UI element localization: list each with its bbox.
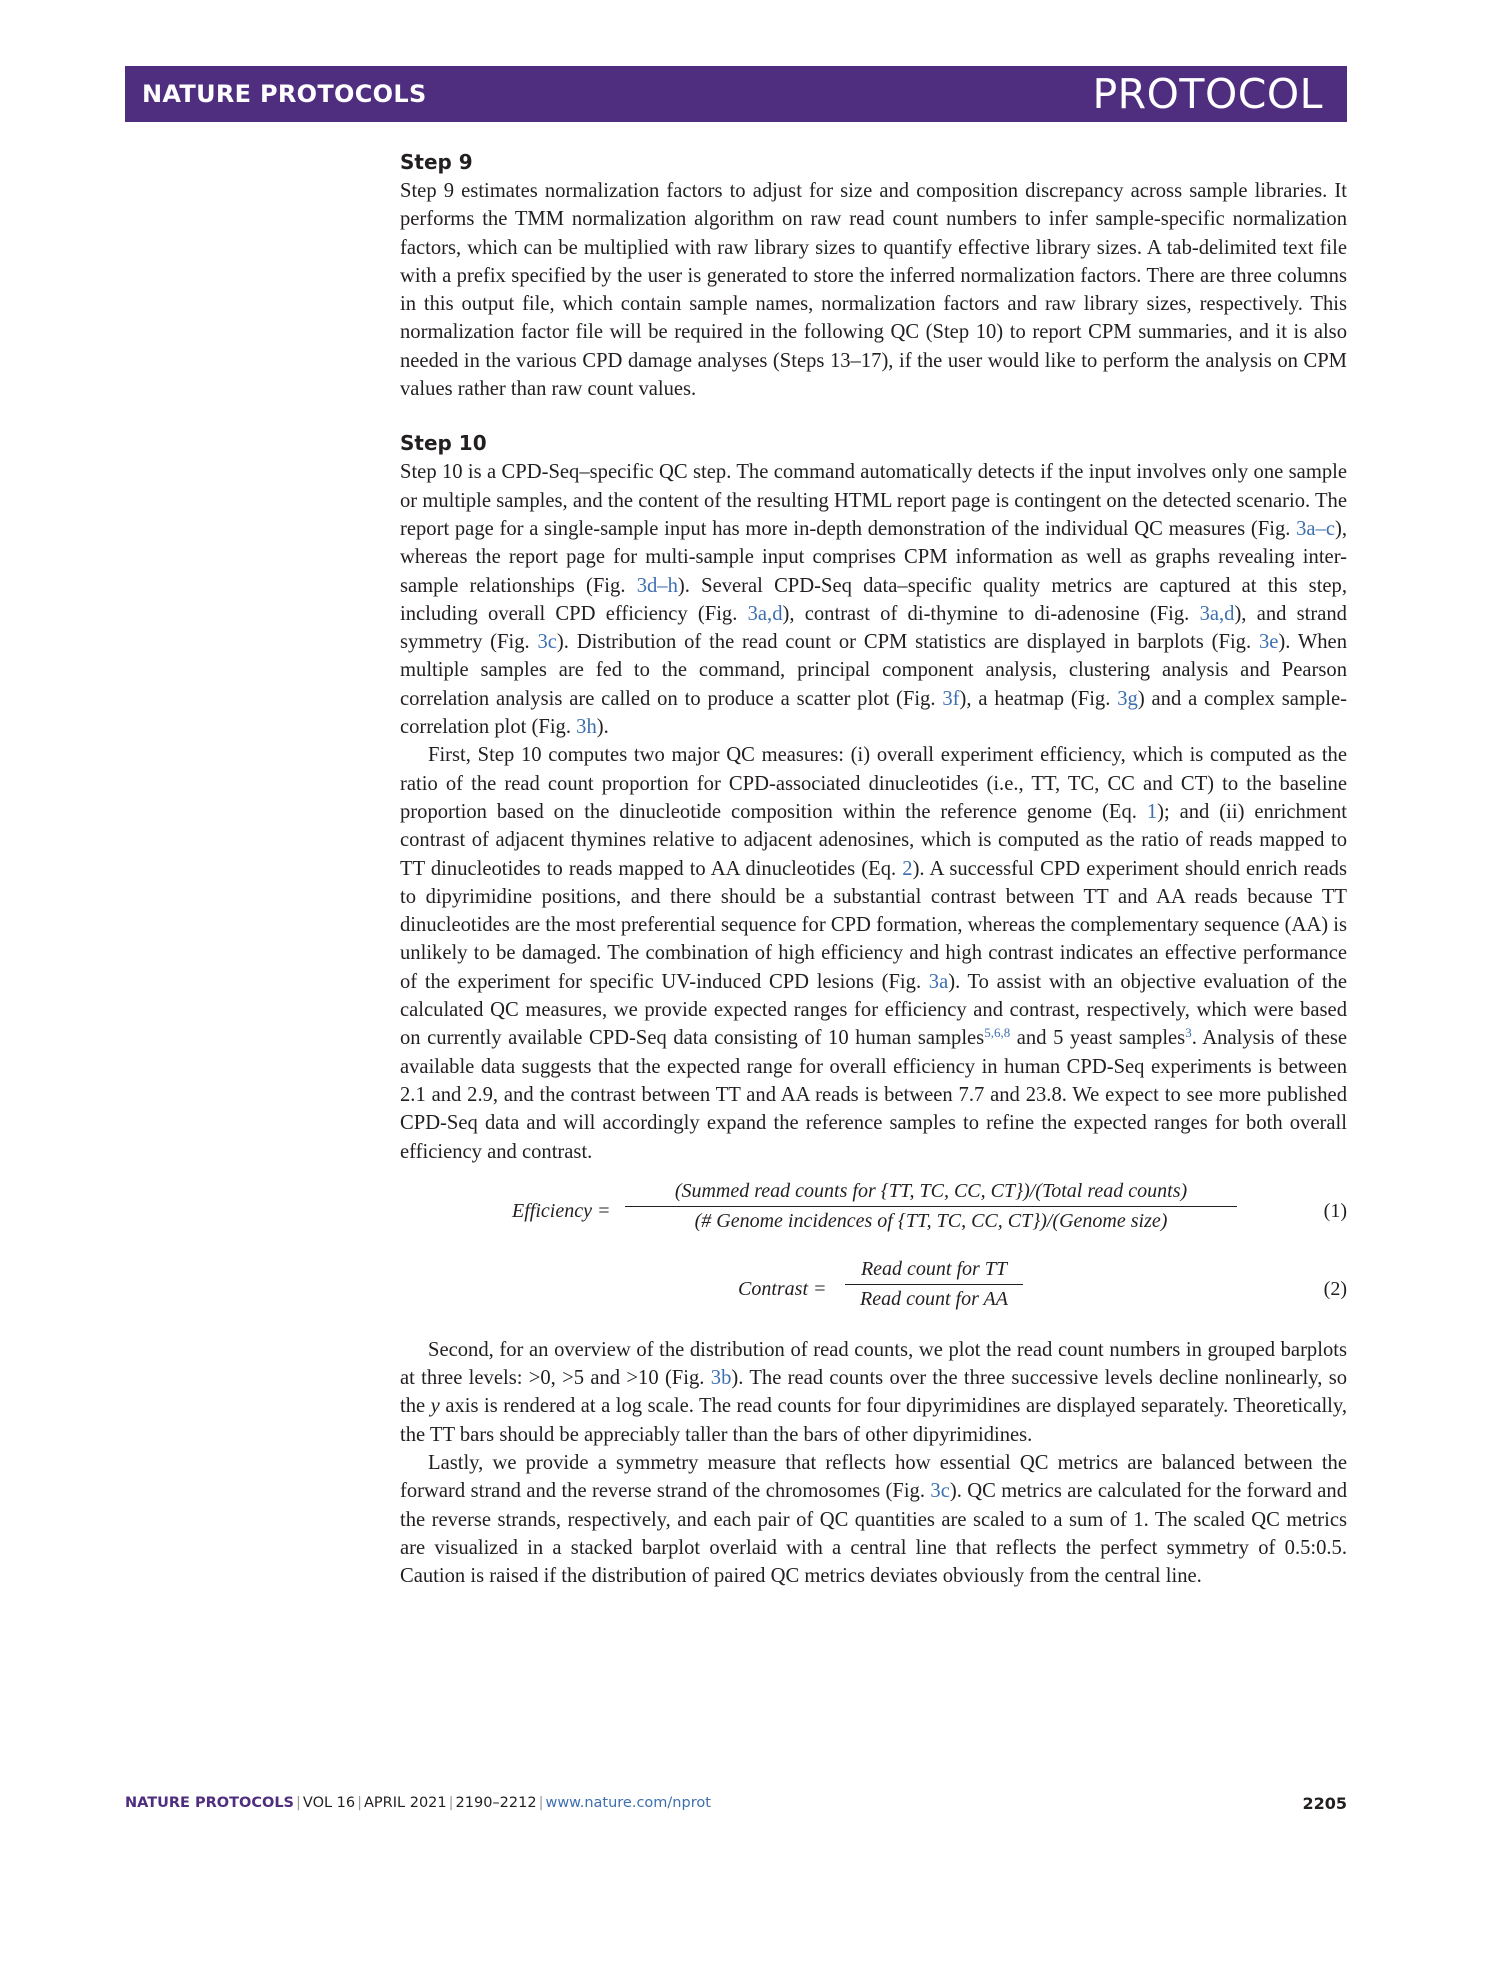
- footer-date: APRIL 2021: [364, 1795, 447, 1811]
- footer-pages: 2190–2212: [455, 1795, 537, 1811]
- footer-volume: VOL 16: [302, 1795, 356, 1811]
- figure-ref-link[interactable]: 3b: [710, 1367, 732, 1390]
- figure-ref-link[interactable]: 3f: [942, 687, 960, 710]
- equation-fraction: [625, 1180, 1237, 1233]
- citation-ref-link[interactable]: 5,6,8: [984, 1025, 1011, 1041]
- figure-ref-link[interactable]: 3h: [576, 716, 597, 739]
- figure-ref-link[interactable]: 3a–c: [1296, 517, 1335, 540]
- equation-fraction: [845, 1258, 1023, 1311]
- equation-lhs: Contrast =: [738, 1277, 827, 1300]
- citation-ref-link[interactable]: 3: [1185, 1025, 1192, 1041]
- equation-numerator: Read count for TT: [845, 1258, 1023, 1285]
- figure-ref-link[interactable]: 3e: [1258, 631, 1279, 654]
- figure-ref-link[interactable]: 3g: [1117, 687, 1138, 710]
- equation-number: (2): [1323, 1277, 1347, 1300]
- footer-journal: NATURE PROTOCOLS: [125, 1795, 295, 1811]
- step10-paragraph-1: Step 10 is a CPD-Seq–specific QC step. The command automatically detects if the input involves only one sample or multiple samples, and the content of the resulting HTML report page is contingent on the detected scenario. The report page for a single-sample input has more in-depth demonstration of the individual QC measures (Fig. 3a–c), whereas the report page for multi-sample input comprises CPM information as well as graphs revealing inter-sample relationships (Fig. 3d–h). Several CPD-Seq data–specific quality metrics are captured at this step, including overall CPD efficiency (Fig. 3a,d), contrast of di-thymine to di-adenosine (Fig. 3a,d), and strand symmetry (Fig. 3c). Distribution of the read count or CPM statistics are displayed in barplots (Fig. 3e). When multiple samples are fed to the command, principal component analysis, clustering analysis and Pearson correlation analysis are called on to produce a scatter plot (Fig. 3f), a heatmap (Fig. 3g) and a complex sample-correlation plot (Fig. 3h).: [400, 461, 1348, 739]
- equation-lhs: Efficiency =: [512, 1199, 611, 1222]
- step10-paragraph-3: Second, for an overview of the distribution of read counts, we plot the read count numbers in grouped barplots at three levels: >0, >5 and >10 (Fig. 3b). The read counts over the three successive levels decline nonlinearly, so the y axis is rendered at a log scale. The read counts for four dipyrimidines are displayed separately. Theoretically, the TT bars should be appreciably taller than the bars of other dipyrimidines.: [400, 1338, 1348, 1446]
- figure-ref-link[interactable]: 3a: [928, 970, 949, 993]
- step9-paragraph: Step 9 estimates normalization factors to adjust for size and composition discrepancy across sample libraries. It performs the TMM normalization algorithm on raw read count numbers to infer sample-specific normalization factors, which can be multiplied with raw library sizes to quantify effective library sizes. A tab-delimited text file with a prefix specified by the user is generated to store the inferred normalization factors. There are three columns in this output file, which contain sample names, normalization factors and raw library sizes, respectively. This normalization factor file will be required in the following QC (Step 10) to report CPM summaries, and it is also needed in the various CPD damage analyses (Steps 13–17), if the user would like to perform the analysis on CPM values rather than raw count values.: [400, 180, 1347, 401]
- step10-paragraph-2: First, Step 10 computes two major QC measures: (i) overall experiment efficiency, which is computed as the ratio of the read count proportion for CPD-associated dinucleotides (i.e., TT, TC, CC and CT) to the baseline proportion based on the dinucleotide composition within the reference genome (Eq. 1); and (ii) enrichment contrast of adjacent thymines relative to adjacent adenosines, which is computed as the ratio of reads mapped to TT dinucleotides to reads mapped to AA dinucleotides (Eq. 2). A successful CPD experiment should enrich reads to dipyrimidine positions, and there should be a substantial contrast between TT and AA reads because TT dinucleotides are the most preferential sequence for CPD formation, whereas the complementary sequence (AA) is unlikely to be damaged. The combination of high efficiency and high contrast indicates an effective performance of the experiment for specific UV-induced CPD lesions (Fig. 3a). To assist with an objective evaluation of the calculated QC measures, we provide expected ranges for efficiency and contrast, respectively, which were based on currently available CPD-Seq data consisting of 10 human samples$^{5,6,8}$ and 5 yeast samples$^3$. Analysis of these available data suggests that the expected range for overall efficiency in human CPD-Seq experiments is between 2.1 and 2.9, and the contrast between TT and AA reads is between 7.7 and 23.8. We expect to see more published CPD-Seq data and will accordingly expand the reference samples to refine the expected ranges for both overall efficiency and contrast.: [400, 744, 1347, 1163]
- figure-ref-link[interactable]: 3d–h: [636, 574, 678, 597]
- page-footer: NATURE PROTOCOLS | VOL 16 | APRIL 2021 | 2190–2212 | www.nature.com/nprot: [125, 1795, 711, 1811]
- article-type-label: PROTOCOL: [1092, 70, 1323, 118]
- journal-header-bar: [125, 66, 1347, 122]
- equation-contrast: [400, 1258, 1347, 1336]
- step9-heading: Step 9: [400, 150, 473, 174]
- figure-ref-link[interactable]: 3a,d: [1199, 602, 1235, 625]
- article-body: [400, 150, 1347, 1590]
- figure-ref-link[interactable]: 3a,d: [747, 602, 783, 625]
- equation-ref-link[interactable]: 2: [902, 857, 913, 880]
- page-number: 2205: [1302, 1794, 1347, 1813]
- equation-numerator: (Summed read counts for {TT, TC, CC, CT})/(Total read counts): [625, 1180, 1237, 1207]
- step10-paragraph-4: Lastly, we provide a symmetry measure that reflects how essential QC metrics are balanced between the forward strand and the reverse strand of the chromosomes (Fig. 3c). QC metrics are calculated for the forward and the reverse strands, respectively, and each pair of QC quantities are scaled to a sum of 1. The scaled QC metrics are visualized in a stacked barplot overlaid with a central line that reflects the perfect symmetry of 0.5:0.5. Caution is raised if the distribution of paired QC metrics deviates obviously from the central line.: [400, 1451, 1347, 1588]
- equation-denominator: Read count for AA: [860, 1287, 1008, 1310]
- journal-name: NATURE PROTOCOLS: [142, 80, 427, 108]
- equation-number: (1): [1323, 1199, 1347, 1222]
- figure-ref-link[interactable]: 3c: [930, 1480, 950, 1503]
- equation-denominator: (# Genome incidences of {TT, TC, CC, CT})/(Genome size): [694, 1209, 1168, 1232]
- step10-heading: Step 10: [400, 431, 487, 456]
- equation-ref-link[interactable]: 1: [1146, 800, 1158, 823]
- figure-ref-link[interactable]: 3c: [537, 631, 557, 654]
- footer-url-link[interactable]: www.nature.com/nprot: [545, 1795, 711, 1811]
- equation-efficiency: [400, 1180, 1347, 1254]
